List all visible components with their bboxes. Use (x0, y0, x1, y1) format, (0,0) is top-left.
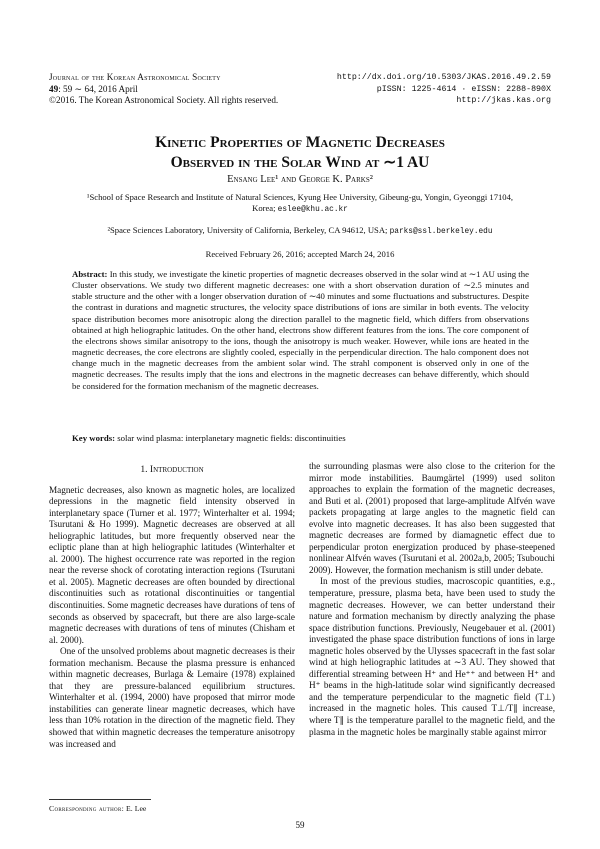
title-line-2: Observed in the Solar Wind at ∼1 AU (170, 154, 430, 171)
paragraph: One of the unsolved problems about magnetic decreases is their formation mechanism. Because the plasma pressure is enhanced within magnetic decreases, Burlaga & Lemaire (1978) explained that they are pressure-balanced equilibrium structures. Winterhalter et al. (1994, 2000) have proposed that mirror mode instabilities can generate linear magnetic decreases, which have less than 10% rotation in the direction of the magnetic field. They showed that within magnetic decreases the temperature anisotropy was increased and (49, 646, 295, 749)
corresponding-author-note (49, 804, 146, 813)
keywords (72, 433, 529, 443)
author-list: Ensang Lee¹ and George K. Parks² (227, 174, 373, 185)
footnote-rule (49, 799, 151, 800)
footnote-name: E. Lee (126, 804, 147, 813)
keywords-text: solar wind plasma: interplanetary magnetic fields: discontinuities (117, 433, 346, 443)
page-number: 59 (295, 820, 305, 830)
journal-header (49, 72, 278, 107)
footnote-label: Corresponding author: (49, 804, 125, 813)
affiliation-1-line2 (49, 203, 551, 216)
publication-ids (337, 72, 551, 107)
received-dates: Received February 26, 2016; accepted March 24, 2016 (205, 249, 395, 259)
right-column (309, 461, 555, 738)
keywords-label: Key words: (72, 433, 116, 443)
journal-name: Journal of the Korean Astronomical Society (49, 72, 221, 82)
email-link[interactable]: parks@ssl.berkeley.edu (389, 228, 493, 236)
section-heading: 1. Introduction (140, 464, 204, 475)
issn-line: pISSN: 1225-4614 · eISSN: 2288-890X (376, 84, 551, 94)
affiliation-1-country: Korea; (252, 203, 276, 213)
abstract-label: Abstract: (72, 269, 108, 279)
volume-pages: : 59 ∼ 64, 2016 April (58, 83, 138, 94)
title-line-1: Kinetic Properties of Magnetic Decreases (155, 134, 445, 151)
doi-link[interactable]: http://dx.doi.org/10.5303/JKAS.2016.49.2.59 (336, 73, 551, 82)
affiliation-1 (49, 192, 551, 216)
affiliation-2-text: ²Space Sciences Laboratory, University of California, Berkeley, CA 94612, USA; (107, 225, 388, 235)
affiliation-1-text: ¹School of Space Research and Institute of Natural Sciences, Kyung Hee University, Gibeung-gu, Yongin, Gyeonggi 17104, (86, 192, 514, 202)
paragraph: In most of the previous studies, macroscopic quantities, e.g., temperature, pressure, plasma beta, have been used to study the magnetic decreases. However, we can better understand their nature and formation mechanism by directly analyzing the phase space distribution functions. Previously, Neugebauer et al. (2001) investigated the phase space distribution functions of ions in large magnetic holes observed by the Ulysses spacecraft in the fast solar wind at high heliographic latitudes at ∼3 AU. They showed that differential streaming between H⁺ and He⁺⁺ and between H⁺ and H⁺ beams in the high-latitude solar wind significantly decreased and the temperature perpendicular to the magnetic field (T⊥) increased in the magnetic holes. This caused T⊥/T∥ increase, where T∥ is the temperature parallel to the magnetic field, and the plasma in the magnetic holes be marginally stable against mirror (309, 576, 555, 737)
journal-url-link[interactable]: http://jkas.kas.org (456, 96, 551, 105)
left-column (49, 461, 295, 750)
paragraph: the surrounding plasmas were also close to the criterion for the mirror mode instabilities. Baumgärtel (1999) used soliton approaches to explain the formation of the magnetic decreases, and Buti et al. (2001) proposed that large-amplitude Alfvén wave packets propagating at large angles to the magnetic field can evolve into magnetic decreases. It has also been suggested that magnetic decreases are formed by diamagnetic effect due to perpendicular proton energization produced by phase-steepened nonlinear Alfvén waves (Tsurutani et al. 2002a,b, 2005; Tsubouchi 2009). However, the formation mechanism is still under debate. (309, 461, 555, 575)
paragraph: Magnetic decreases, also known as magnetic holes, are localized depressions in the magnetic field intensity observed in interplanetary space (Turner et al. 1977; Winterhalter et al. 1994; Tsurutani & Ho 1999). Magnetic decreases are observed at all heliographic latitudes, but more frequently observed near the ecliptic plane than at high heliographic latitudes (Winterhalter et al. 2000). The highest occurrence rate was reported in the region near the reverse shock of corotating interaction regions (Tsurutani et al. 2005). Magnetic decreases are often bounded by directional discontinuities such as rotational discontinuities or tangential discontinuities. Some magnetic decreases have durations of tens of seconds as observed by spacecraft, but there are also large-scale magnetic decreases with durations of tens of minutes (Chisham et al. 2000). (49, 484, 295, 645)
affiliation-2 (49, 225, 551, 238)
email-link[interactable]: eslee@khu.ac.kr (277, 206, 348, 214)
abstract-text: In this study, we investigate the kinetic properties of magnetic decreases observed in the solar wind at ∼1 AU using the Cluster observations. We study two different magnetic decreases: one with a short observation duration of ∼2.5 minutes and stable structure and the other with a longer observation duration of ∼40 minutes and some fluctuations and substructures. Despite the contrast in durations and magnetic structures, the velocity space distributions of ions are similar in both events. The velocity space distribution becomes more anisotropic along the direction parallel to the magnetic field, which differs from observations obtained at high heliographic latitudes. On the other hand, electrons show different features from the ions. The core component of the electrons shows similar anisotropy to the ions, though the anisotropy is much weaker. However, while ions are heated in the magnetic decreases, the core electrons are slightly cooled, especially in the perpendicular direction. The halo component does not change much in the magnetic decreases from the ambient solar wind. The strahl component is observed only in one of the magnetic decreases. The results imply that the ions and electrons in the magnetic decreases can behave differently, which should be considered for the formation mechanism of the magnetic decreases. (72, 269, 530, 391)
paper-title (0, 133, 600, 173)
copyright-line: ©2016. The Korean Astronomical Society. All rights reserved. (49, 95, 279, 105)
volume-info (49, 84, 278, 96)
volume-number: 49 (49, 83, 59, 94)
abstract (72, 269, 529, 392)
